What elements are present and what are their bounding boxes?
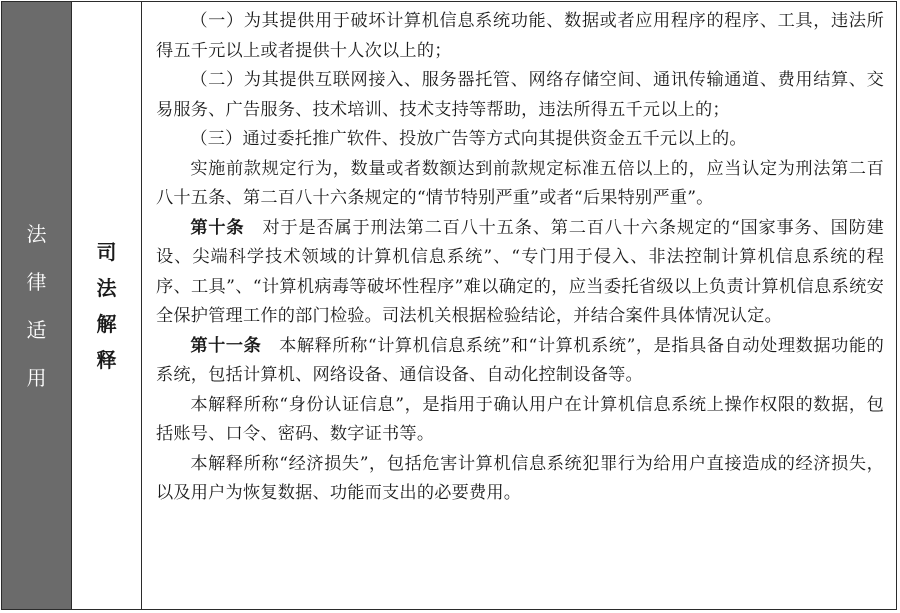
article-10 <box>156 214 884 332</box>
article-heading: 第十条 <box>190 217 245 238</box>
type-char: 释 <box>96 347 117 372</box>
paragraph-item-3 <box>156 125 884 155</box>
article-heading: 第十一条 <box>190 335 262 356</box>
paragraph-text: （一）为其提供用于破坏计算机信息系统功能、数据或者应用程序的程序、工具，违法所得五千元以上或者提供十人次以上的； <box>156 11 884 61</box>
type-char: 司 <box>96 239 117 264</box>
paragraph-item-1 <box>156 7 884 66</box>
definition-economic-loss <box>156 450 884 509</box>
category-char: 适 <box>26 317 47 342</box>
type-char: 解 <box>96 311 117 336</box>
paragraph-text: （三）通过委托推广软件、投放广告等方式向其提供资金五千元以上的。 <box>190 129 747 149</box>
type-column <box>72 2 142 609</box>
category-char: 律 <box>26 269 47 294</box>
type-char: 法 <box>96 275 117 300</box>
paragraph-item-2 <box>156 66 884 125</box>
article-11 <box>156 332 884 391</box>
paragraph-text: 本解释所称“计算机信息系统”和“计算机系统”，是指具备自动处理数据功能的系统，包括计算机、网络设备、通信设备、自动化控制设备等。 <box>156 335 884 385</box>
law-table <box>1 1 897 610</box>
text-column <box>142 2 896 609</box>
paragraph-text: 对于是否属于刑法第二百八十五条、第二百八十六条规定的“国家事务、国防建设、尖端科学技术领域的计算机信息系统”、“专门用于侵入、非法控制计算机信息系统的程序、工具”、“计算机病毒等破坏性程序”难以确定的，应当委托省级以上负责计算机信息系统安全保护管理工作的部门检验。司法机关根据检验结论，并结合案件具体情况认定。 <box>156 217 884 326</box>
category-char: 法 <box>26 221 47 246</box>
definition-auth-info <box>156 391 884 450</box>
category-column <box>2 2 72 609</box>
paragraph-text: 本解释所称“经济损失”，包括危害计算机信息系统犯罪行为给用户直接造成的经济损失，以及用户为恢复数据、功能而支出的必要费用。 <box>156 453 884 503</box>
category-char: 用 <box>26 365 47 390</box>
paragraph-text: 本解释所称“身份认证信息”，是指用于确认用户在计算机信息系统上操作权限的数据，包括账号、口令、密码、数字证书等。 <box>156 394 884 444</box>
paragraph-text: 实施前款规定行为，数量或者数额达到前款规定标准五倍以上的，应当认定为刑法第二百八十五条、第二百八十六条规定的“情节特别严重”或者“后果特别严重”。 <box>156 158 884 208</box>
paragraph-text: （二）为其提供互联网接入、服务器托管、网络存储空间、通讯传输通道、费用结算、交易服务、广告服务、技术培训、技术支持等帮助，违法所得五千元以上的； <box>156 70 884 120</box>
paragraph-clause <box>156 155 884 214</box>
